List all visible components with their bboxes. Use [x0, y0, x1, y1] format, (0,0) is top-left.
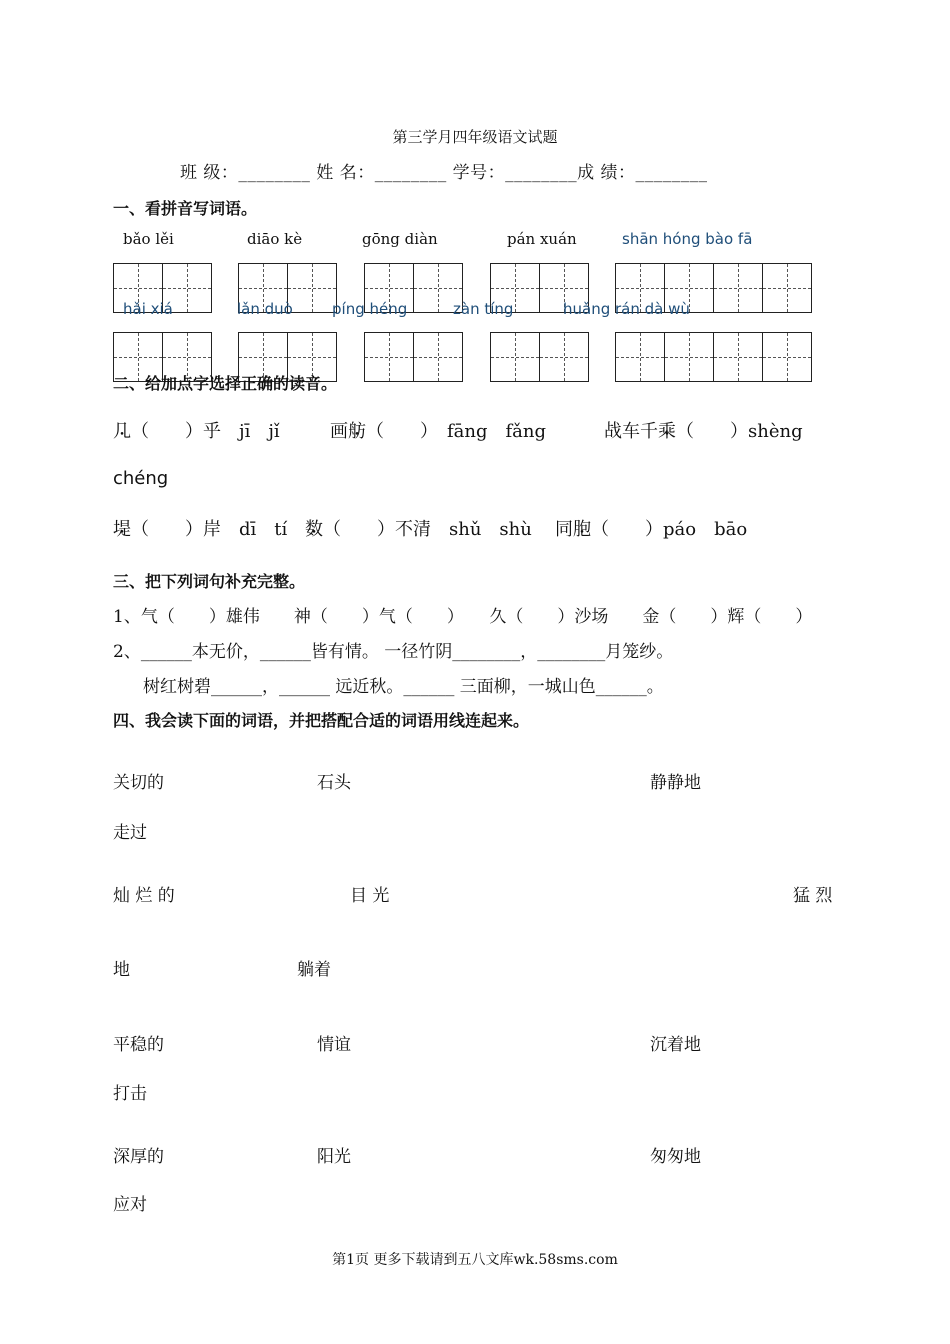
dotted-char: 数 • — [305, 519, 323, 540]
choice-text: （ ）不清 shǔ shù — [323, 519, 532, 540]
choice-text: （ ）páo bāo — [591, 519, 748, 540]
question2-item-ji — [113, 417, 280, 443]
pinyin-diaoke: diāo kè — [247, 230, 303, 248]
section3-line3: 树红树碧______，______ 远近秋。______ 三面柳，一城山色______。 — [143, 677, 664, 697]
section3-line1: 1、气（ ）雄伟 神（ ）气（ ） 久（ ）沙场 金（ ）辉（ ） — [113, 607, 813, 627]
match-word: 静静地 — [650, 773, 701, 793]
pinyin-landuo: lǎn duò — [237, 300, 293, 318]
question2-item-shu — [305, 515, 532, 541]
pinyin-huangrandawu: huǎng rán dà wù — [563, 300, 690, 318]
section3-heading: 三、把下列词句补充完整。 — [113, 572, 306, 591]
pinyin-shanhongbaofa: shān hóng bào fā — [622, 230, 753, 248]
match-word: 应对 — [113, 1195, 147, 1215]
choice-text: （ ） fāng fǎng — [366, 421, 547, 442]
section3-line2: 2、______本无价，______皆有情。 一径竹阴________，________月笼纱。 — [113, 642, 674, 662]
section2-heading: 二、给加点字选择正确的读音。 — [113, 374, 338, 393]
word-prefix: 战车千 — [604, 421, 658, 442]
choice-text: （ ）岸 dī tí — [131, 519, 288, 540]
match-word: 深厚的 — [113, 1147, 164, 1167]
pinyin-haixia: hǎi xiá — [123, 300, 173, 318]
pinyin-pingheng: píng héng — [332, 300, 408, 318]
choice-text: （ ）乎 jī jǐ — [131, 421, 280, 442]
pinyin-panxuan: pán xuán — [507, 230, 577, 248]
match-word: 匆匆地 — [650, 1147, 701, 1167]
pinyin-baolei: bǎo lěi — [123, 230, 174, 248]
match-word: 猛 烈 — [793, 886, 833, 906]
dotted-char: 乘 • — [658, 421, 676, 442]
writing-grid-10[interactable] — [615, 332, 812, 382]
match-word: 躺着 — [297, 960, 331, 980]
match-word: 情谊 — [317, 1035, 351, 1055]
match-word: 沉着地 — [650, 1035, 701, 1055]
writing-grid-9[interactable] — [490, 332, 589, 382]
match-word: 石头 — [317, 773, 351, 793]
question2-item-cheng — [604, 417, 803, 443]
word-prefix: 画 — [330, 421, 348, 442]
match-word: 打击 — [113, 1084, 147, 1104]
dotted-char: 堤 • — [113, 519, 131, 540]
writing-grid-8[interactable] — [364, 332, 463, 382]
match-word: 平稳的 — [113, 1035, 164, 1055]
dotted-char: 几 • — [113, 421, 131, 442]
question2-item-bao — [555, 515, 747, 541]
match-word: 目 光 — [350, 886, 390, 906]
section1-heading: 一、看拼音写词语。 — [113, 199, 258, 218]
match-word: 灿 烂 的 — [113, 886, 175, 906]
page-footer: 第1页 更多下载请到五八文库wk.58sms.com — [332, 1252, 618, 1268]
student-info-line: 班 级：________ 姓 名：________ 学号：________成 绩：________ — [180, 163, 708, 183]
section4-heading: 四、我会读下面的词语，并把搭配合适的词语用线连起来。 — [113, 711, 530, 730]
word-prefix: 同 — [555, 519, 573, 540]
pinyin-gongdian: gōng diàn — [362, 230, 438, 248]
match-word: 阳光 — [317, 1147, 351, 1167]
pinyin-zanting: zàn tíng — [453, 300, 514, 318]
dotted-char: 胞 • — [573, 519, 591, 540]
match-word: 走过 — [113, 823, 147, 843]
choice-text: （ ）shèng — [676, 421, 803, 442]
question2-item-di — [113, 515, 287, 541]
page-title: 第三学月四年级语文试题 — [392, 128, 558, 146]
question2-wrap: chéng — [113, 468, 169, 489]
dotted-char: 舫 • — [348, 421, 366, 442]
question2-item-fang — [330, 417, 546, 443]
match-word: 地 — [113, 960, 130, 980]
match-word: 关切的 — [113, 773, 164, 793]
